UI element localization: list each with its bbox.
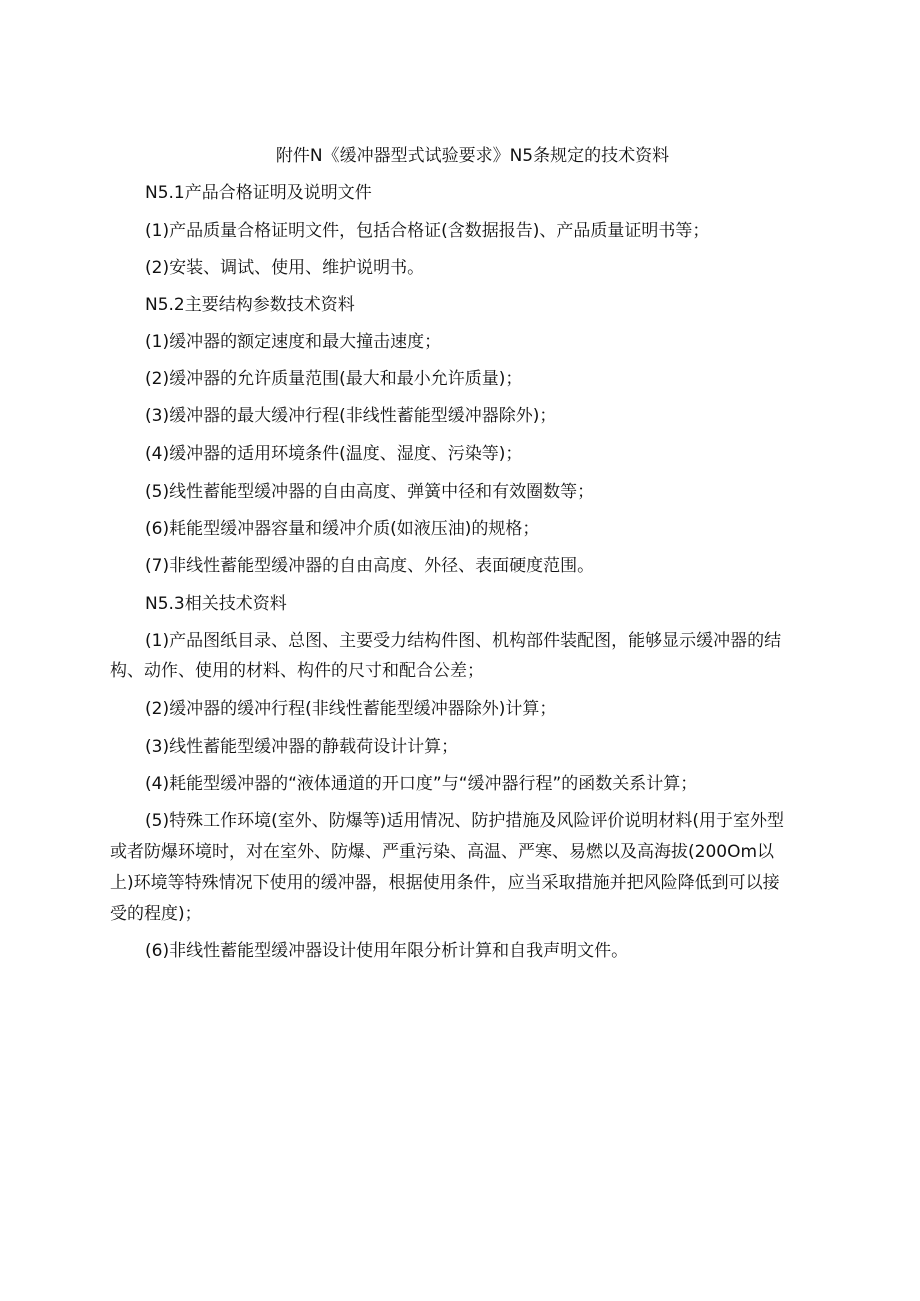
list-item: (6)非线性蓄能型缓冲器设计使用年限分析计算和自我声明文件。 — [145, 941, 629, 961]
list-item: (4)耗能型缓冲器的“液体通道的开口度”与“缓冲器行程”的函数关系计算； — [145, 774, 698, 794]
list-item: (7)非线性蓄能型缓冲器的自由高度、外径、表面硬度范围。 — [145, 556, 595, 576]
list-item: (5)线性蓄能型缓冲器的自由高度、弹簧中径和有效圈数等； — [145, 482, 595, 502]
paragraph-line: 受的程度)； — [110, 904, 202, 924]
paragraph-line: (5)特殊工作环境(室外、防爆等)适用情况、防护措施及风险评价说明材料(用于室外型 — [145, 811, 784, 831]
list-item: (1)产品质量合格证明文件，包括合格证(含数据报告)、产品质量证明书等； — [145, 221, 710, 241]
section-heading-n5-3: N5.3相关技术资料 — [145, 594, 287, 614]
document-title: 附件N《缓冲器型式试验要求》N5条规定的技术资料 — [275, 146, 670, 166]
section-heading-n5-1: N5.1产品合格证明及说明文件 — [145, 183, 372, 203]
list-item: (6)耗能型缓冲器容量和缓冲介质(如液压油)的规格； — [145, 519, 540, 539]
paragraph-line: 上)环境等特殊情况下使用的缓冲器，根据使用条件，应当采取措施并把风险降低到可以接 — [110, 873, 780, 893]
list-item: (2)缓冲器的允许质量范围(最大和最小允许质量)； — [145, 369, 523, 389]
paragraph-line: 或者防爆环境时，对在室外、防爆、严重污染、高温、严寒、易燃以及高海拔(200Om以 — [110, 842, 775, 862]
paragraph-line: (1)产品图纸目录、总图、主要受力结构件图、机构部件装配图，能够显示缓冲器的结 — [145, 631, 782, 651]
paragraph-line: 构、动作、使用的材料、构件的尺寸和配合公差； — [110, 661, 484, 681]
list-item: (2)缓冲器的缓冲行程(非线性蓄能型缓冲器除外)计算； — [145, 699, 557, 719]
list-item: (4)缓冲器的适用环境条件(温度、湿度、污染等)； — [145, 444, 523, 464]
list-item: (3)线性蓄能型缓冲器的静载荷设计计算； — [145, 737, 459, 757]
list-item: (2)安装、调试、使用、维护说明书。 — [145, 258, 425, 278]
list-item: (3)缓冲器的最大缓冲行程(非线性蓄能型缓冲器除外)； — [145, 406, 557, 426]
list-item: (1)缓冲器的额定速度和最大撞击速度； — [145, 332, 442, 352]
section-heading-n5-2: N5.2主要结构参数技术资料 — [145, 295, 355, 315]
